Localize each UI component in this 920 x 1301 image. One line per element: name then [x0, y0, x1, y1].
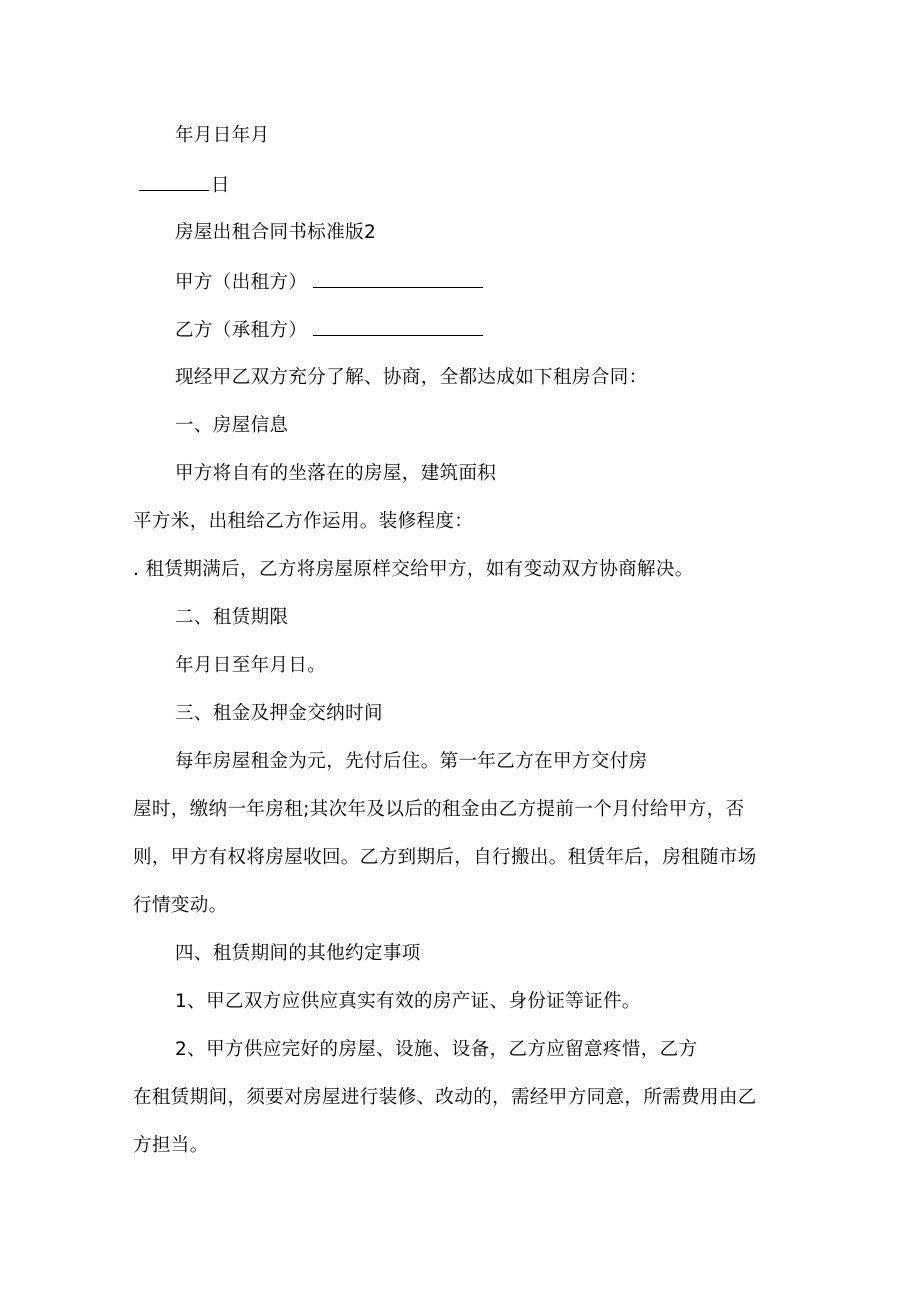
party-a-label: 甲方（出租方） [175, 272, 308, 293]
section-4-item-2-line-3: 方担当。 [133, 1135, 209, 1156]
party-b-blank [313, 317, 483, 336]
party-a-line [175, 269, 483, 295]
party-a-blank [313, 269, 483, 288]
party-b-label: 乙方（承租方） [175, 320, 308, 341]
date-blank [139, 172, 209, 191]
section-2-line-1: 年月日至年月日。 [175, 655, 327, 676]
section-3-heading: 三、租金及押金交纳时间 [175, 703, 383, 724]
section-4-item-2-line-1: 2、甲方供应完好的房屋、设施、设备，乙方应留意疼惜，乙方 [175, 1039, 698, 1060]
section-1-line-3: . 租赁期满后，乙方将房屋原样交给甲方，如有变动双方协商解决。 [133, 559, 694, 580]
date-line-2 [133, 172, 230, 198]
date-line-1: 年月日年月 [175, 125, 270, 146]
section-2-heading: 二、租赁期限 [175, 607, 289, 628]
section-1-heading: 一、房屋信息 [175, 415, 289, 436]
section-3-line-2: 屋时，缴纳一年房租;其次年及以后的租金由乙方提前一个月付给甲方，否 [133, 799, 745, 820]
party-b-line [175, 317, 483, 343]
section-1-line-1: 甲方将自有的坐落在的房屋，建筑面积 [175, 463, 497, 484]
section-4-item-1: 1、甲乙双方应供应真实有效的房产证、身份证等证件。 [175, 991, 641, 1012]
section-4-heading: 四、租赁期间的其他约定事项 [175, 943, 421, 964]
section-4-item-2-line-2: 在租赁期间，须要对房屋进行装修、改动的，需经甲方同意，所需费用由乙 [133, 1087, 757, 1108]
section-3-line-3: 则，甲方有权将房屋收回。乙方到期后，自行搬出。租赁年后，房租随市场 [133, 847, 757, 868]
section-3-line-1: 每年房屋租金为元，先付后住。第一年乙方在甲方交付房 [175, 751, 648, 772]
intro-paragraph: 现经甲乙双方充分了解、协商，全都达成如下租房合同： [175, 367, 648, 388]
date-line-2-suffix: 日 [211, 175, 230, 196]
section-3-line-4: 行情变动。 [133, 895, 228, 916]
section-1-line-2: 平方米，出租给乙方作运用。装修程度： [133, 511, 474, 532]
document-title: 房屋出租合同书标准版2 [175, 222, 377, 243]
